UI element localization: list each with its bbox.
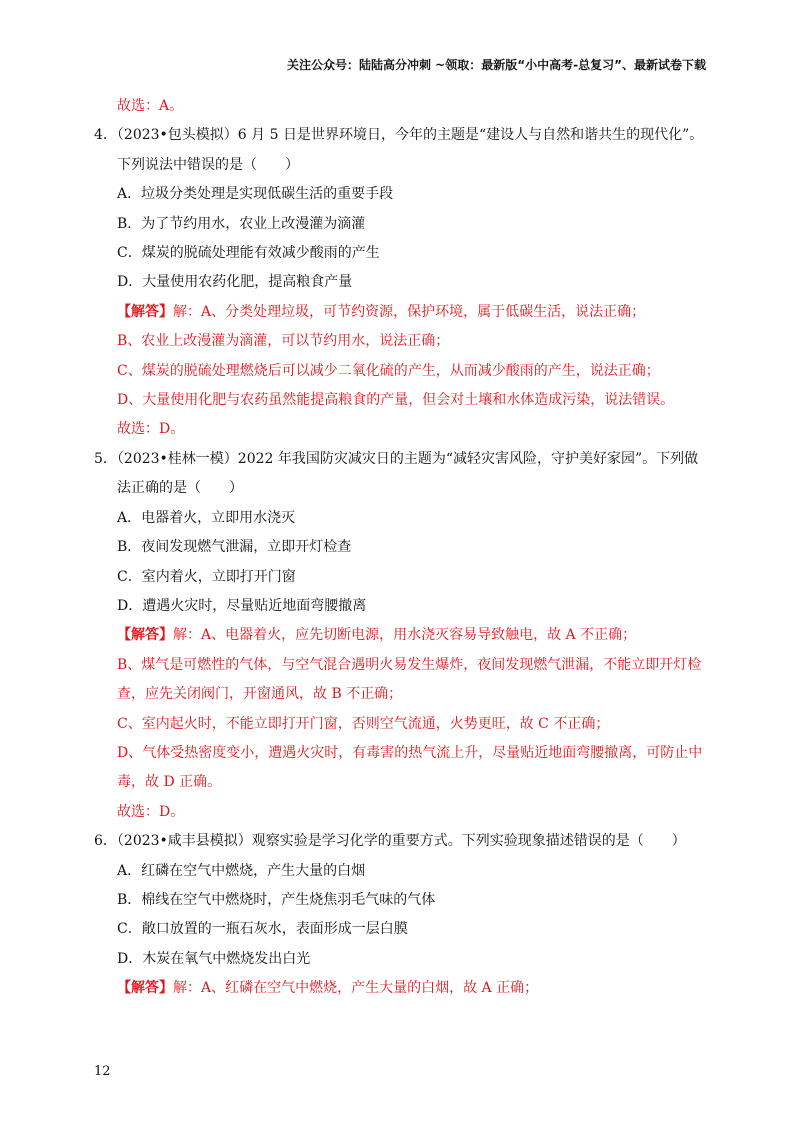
q4-option-a: A．垃圾分类处理是实现低碳生活的重要手段 — [117, 186, 394, 203]
q6-option-a: A．红磷在空气中燃烧，产生大量的白烟 — [117, 862, 366, 879]
q6-option-b: B．棉线在空气中燃烧时，产生烧焦羽毛气味的气体 — [117, 891, 436, 908]
q5-answer-tag: 【解答】 — [117, 627, 173, 644]
q4-answer-line2: B、农业上改漫灌为滴灌，可以节约用水，说法正确； — [117, 333, 450, 350]
q4-answer-text: 解：A、分类处理垃圾，可节约资源，保护环境，属于低碳生活，说法正确； — [173, 303, 646, 320]
q6-answer-tag: 【解答】 — [117, 980, 173, 997]
q6-answer-line1 — [94, 974, 714, 1003]
q5-stem-line2: 法正确的是（ ） — [117, 480, 243, 497]
q5-stem-line1: 5．（2023•桂林一模）2022 年我国防灾减灾日的主题为“减轻灾害风险，守护美好家园”。下列做 — [94, 450, 699, 467]
q4-answer-line3: C、煤炭的脱硫处理燃烧后可以减少二氧化硫的产生，从而减少酸雨的产生，说法正确； — [117, 362, 660, 379]
q4-answer-tag: 【解答】 — [117, 303, 173, 320]
q6-stem-line1: 6．（2023•咸丰县模拟）观察实验是学习化学的重要方式。下列实验现象描述错误的是（ ） — [94, 833, 686, 850]
q5-option-b: B．夜间发现燃气泄漏，立即开灯检查 — [117, 539, 352, 556]
question-6 — [94, 827, 714, 1003]
q4-answer-line1 — [94, 298, 714, 327]
q5-answer-line4: C、室内起火时，不能立即打开门窗，否则空气流通，火势更旺，故 C 不正确； — [117, 715, 610, 732]
prev-choose: 故选：A。 — [117, 98, 184, 114]
q4-option-d: D．大量使用农药化肥，提高粮食产量 — [117, 274, 353, 291]
q4-stem-line1: 4．（2023•包头模拟）6 月 5 日是世界环境日，今年的主题是“建设人与自然和谐共生的现代化”。 — [94, 127, 704, 144]
document-body — [94, 92, 714, 1004]
q4-answer-line4: D、大量使用化肥与农药虽然能提高粮食的产量，但会对土壤和水体造成污染，说法错误。 — [117, 392, 675, 409]
q5-answer-line2: B、煤气是可燃性的气体，与空气混合遇明火易发生爆炸，夜间发现燃气泄漏，不能立即开灯检 — [117, 656, 702, 673]
q5-option-d: D．遭遇火灾时，尽量贴近地面弯腰撤离 — [117, 597, 367, 614]
q5-option-a: A．电器着火，立即用水浇灭 — [117, 509, 296, 526]
q6-option-d: D．木炭在氧气中燃烧发出白光 — [117, 950, 311, 967]
q5-answer-line1 — [94, 621, 714, 650]
page-header: 关注公众号：陆陆高分冲刺 ~领取：最新版“小中高考-总复习”、最新试卷下载 — [287, 58, 706, 72]
q6-option-c: C．敞口放置的一瓶石灰水，表面形成一层白膜 — [117, 921, 408, 938]
q4-option-b: B．为了节约用水，农业上改漫灌为滴灌 — [117, 215, 366, 232]
q5-answer-line3: 查，应先关闭阀门，开窗通风，故 B 不正确； — [117, 686, 403, 703]
q4-stem-line2: 下列说法中错误的是（ ） — [117, 156, 299, 173]
question-5 — [94, 445, 714, 827]
question-4 — [94, 121, 714, 444]
q5-answer-text: 解：A、电器着火，应先切断电源，用水浇灭容易导致触电，故 A 不正确； — [173, 627, 637, 644]
q4-option-c: C．煤炭的脱硫处理能有效减少酸雨的产生 — [117, 245, 380, 262]
q5-answer-line6: 毒，故 D 正确。 — [117, 774, 222, 791]
q5-answer-line5: D、气体受热密度变小，遭遇火灾时，有毒害的热气流上升，尽量贴近地面弯腰撤离，可防止中 — [117, 744, 703, 761]
q6-answer-text: 解：A、红磷在空气中燃烧，产生大量的白烟，故 A 正确； — [173, 980, 539, 997]
page-number: 12 — [94, 1064, 111, 1079]
q5-option-c: C．室内着火，立即打开门窗 — [117, 568, 296, 585]
q4-choose: 故选：D。 — [117, 421, 185, 438]
q5-choose: 故选：D。 — [117, 803, 185, 820]
